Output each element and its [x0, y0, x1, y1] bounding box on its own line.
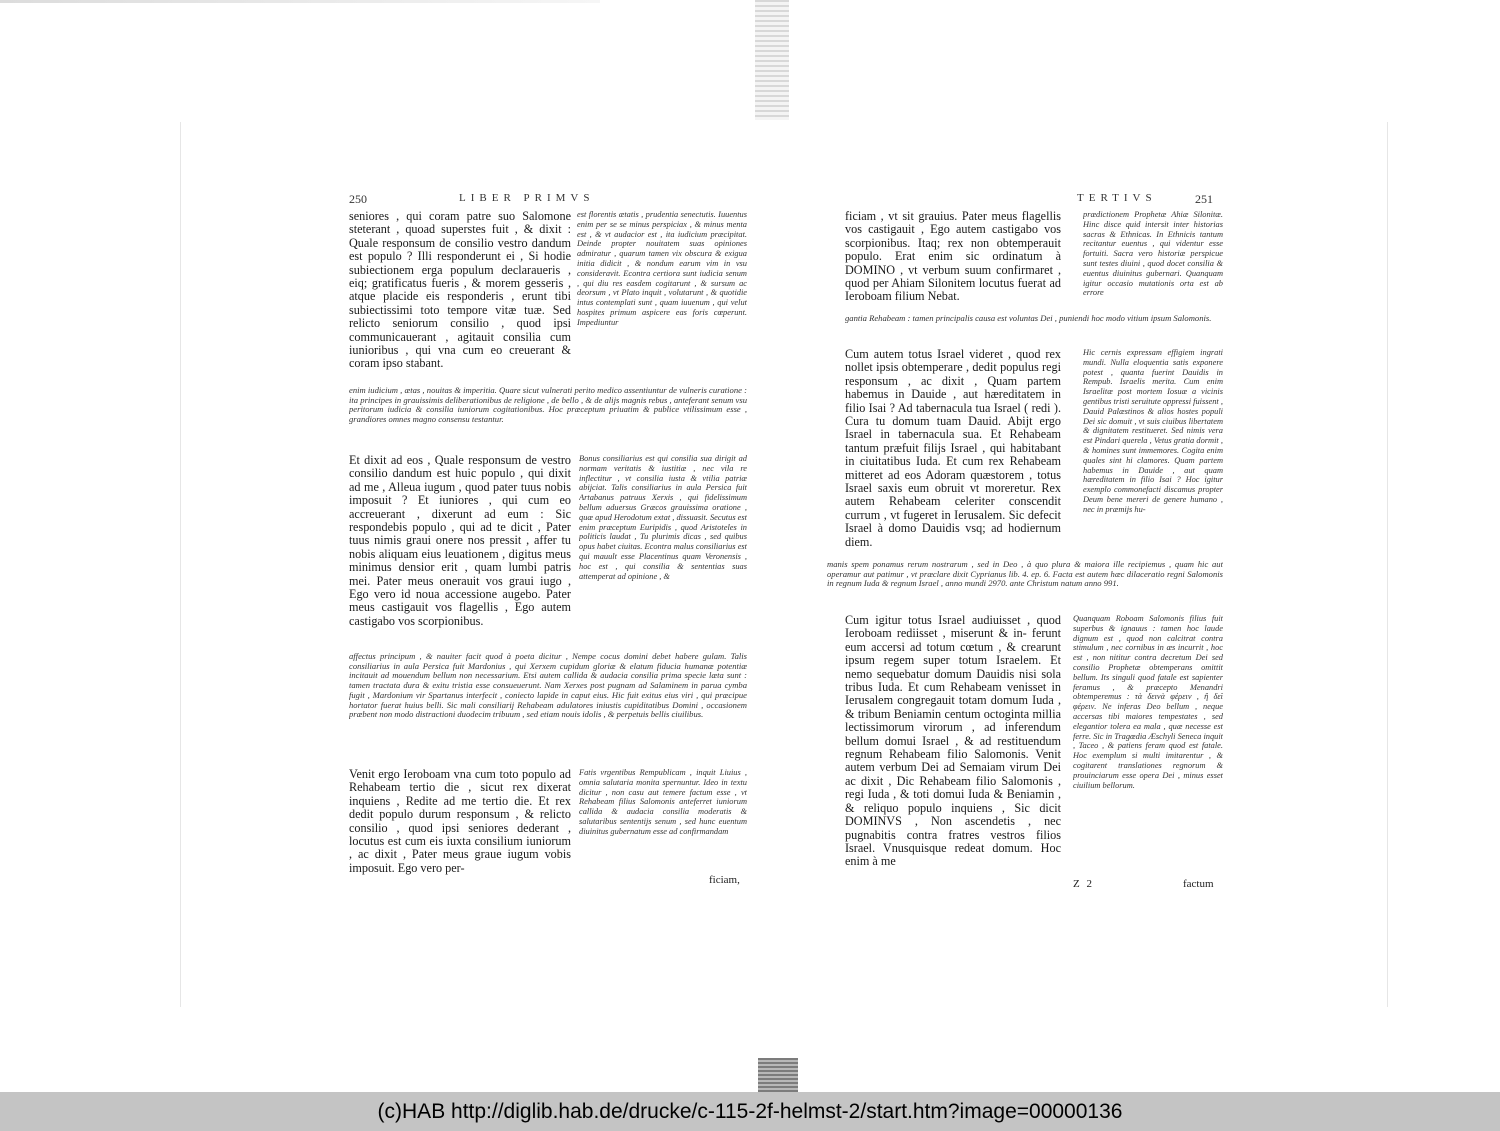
footnote-commentary: enim iudicium , ætas , nouitas & imperitia. Quare sicut vulnerati perito medico assentiuntur de vulneris curatione : ita principes in grauissimis deliberationibus de religione , de bello , & de alijs magnis rebus , anteferant senum vsu peritorum iudicia & consilia iuniorum cogitationibus. Hoc præceptum priuatim & publice vtilissimum esse , grandiores omnes magno consensu testantur.	[349, 386, 747, 425]
main-text-column: ficiam , vt sit grauius. Pater meus flagellis vos castigauit , Ego autem castigabo vos scorpionibus. Itaq; rex non obtemperauit populo. Erat enim sic ordinatum à DOMINO , vt verbum suum confirmaret , quod per Ahiam Silonitem locutus fuerat ad Ieroboam filium Nebat.	[845, 210, 1061, 304]
scan-gutter-bottom	[758, 1058, 798, 1092]
main-text-column: Cum autem totus Israel videret , quod rex nollet ipsis obtemperare , dedit populus regi responsum , ac dixit , Quam partem habemus in Dauide , aut hæreditatem in filio Isai ? Ad tabernacula tua Israel ( redi ). Cura tu domum tuam Dauid. Abijt ergo Israel in tabernacula sua. Et Rehabeam tantum præfuit filijs Israel , qui habitabant in ciuitatibus Iuda. Et cum rex Rehabeam mitteret ad eos Adoram quæstorem , totus Israel saxis eum obruit vt moreretur. Rex autem Rehabeam celeriter conscendit currum , vt fugeret in Ierusalem. Sic defecit Israel à domo Dauidis vsq; ad hodiernum diem.	[845, 348, 1061, 549]
marginal-commentary: Fatis vrgentibus Rempublicam , inquit Liuius , omnia salutaria monita spernuntur. Ideo in textu dicitur , non casu aut temere factum esse , vt Rehabeam filius Salomonis anteferret iuniorum callida & audacia consilia moderatis & salutaribus sententijs senum , sed hunc euentum diuinitus gubernatum esse ad confirmandam	[579, 768, 747, 836]
marginal-commentary: Quanquam Roboam Salomonis filius fuit superbus & ignauus : tamen hoc laude dignum est , quod non calcitrat contra stimulum , nec cornibus in æs incurrit , hoc est , non nititur contra decretum Dei sed consilio Prophetæ obtemperans omittit bellum. Its singuli quod fatale est sapienter feramus , & præcepto Menandri obtemperemus : τὰ δεινὰ φέρειν , ἢ δεῖ φέρειν. Ne inferas Deo bellum , neque accersas tibi maiores tempestates , sed elegantior tolera ea mala , quæ necesse est ferre. Sic in Tragœdia Æschyli Seneca inquit , Taceo , & patiens feram quod est fatale. Hoc exemplum si multi imitarentur , & cogitarent translationes regnorum & prouinciarum esse opera Dei , minus esset ciuilium bellorum.	[1073, 614, 1223, 790]
main-text-column: Cum igitur totus Israel audiuisset , quod Ieroboam rediisset , miserunt & in- ferunt eum accersi ad totum cœtum , & crearunt ipsum regem super totum Israelem. Et nemo sequebatur domum Dauidis nisi sola tribus Iuda. Et cum Rehabeam venisset in Ierusalem congregauit totam domum Iuda , & tribum Beniamin centum octoginta millia lectissimorum virorum , ad inferendum bellum domui Israel , & ad restituendum regnum Rehabeam filio Salomonis. Venit autem verbum Dei ad Semaiam virum Dei ac dixit , Dic Rehabeam filio Salomonis , regi Iuda , & toti domui Iuda & Beniamin , & reliquo populo inquiens , Sic dicit DOMINVS , Non ascendetis , nec pugnabitis contra fratres vestros filios Israel. Vnusquisque redeat domum. Hoc enim à me	[845, 614, 1061, 869]
footnote-commentary: manis spem ponamus rerum nostrarum , sed in Deo , à quo plura & maiora ille recipiemus , quam hic aut operamur aut patimur , vt præclare dixit Cyprianus lib. 4. ep. 6. Facta est autem hæc dilaceratio regni Salomonis in regnum Iuda & regnum Israel , anno mundi 2970. ante Christum natum anno 991.	[827, 560, 1223, 589]
catchword: ficiam,	[709, 874, 740, 886]
right-page	[797, 122, 1388, 1007]
running-head: TERTIVS	[1077, 192, 1157, 204]
signature-mark: Z 2	[1073, 878, 1094, 890]
main-text-column: Et dixit ad eos , Quale responsum de vestro consilio dandum est huic populo , qui dixit ad me , Alleua iugum , quod pater tuus nobis imposuit ? Et iuniores , qui cum eo accreuerant , dixerunt ad eum : Sic respondebis populo , qui ad te dicit , Pater tuus nimis graui onere nos pressit , affer tu nobis aliquam eius leuationem , digitus meus minimus densior erit , quam lumbi patris mei. Pater meus onerauit vos graui iugo , Ego vero id noua accessione augebo. Pater meus castigauit vos flagellis , Ego autem castigabo vos scorpionibus.	[349, 454, 571, 628]
marginal-commentary: Bonus consiliarius est qui consilia sua dirigit ad normam veritatis & iustitiæ , nec vila re inflectitur , vt consilia iusta & vtilia patriæ abijciat. Talis consiliarius in aula Persica fuit Artabanus patruus Xerxis , qui fidelissimum bellum aduersus Græcos grauissima oratione , quæ apud Herodotum extat , dissuasit. Secutus est enim præceptum Euripidis , quod Aristoteles in politicis laudat , Tu plurimis dicas , sed quibus opus habet ciuitas. Econtra malus consiliarius est qui mauult esse Placentinus quam Veronensis , hoc est , qui consilia & sententias suas attemperat ad opinione , &	[579, 454, 747, 581]
scan-top-edge	[0, 0, 600, 3]
footnote-commentary: gantia Rehabeam : tamen principalis causa est voluntas Dei , puniendi hoc modo vitium ipsum Salomonis.	[845, 314, 1212, 323]
main-text-column: seniores , qui coram patre suo Salomone steterant , quoad superstes fuit , & dixit : Quale responsum de consilio vestro dandum est populo ? Illi responderunt ei , Si hodie subiectionem erga populum declaraueris , eiq; gratificatus fueris , & morem gesseris , atque placide eis responderis , erunt tibi subiectissimi toto tempore vitæ tuæ. Sed relicto seniorum consilio , quod ipsi communicauerant , agitauit consilia cum iunioribus , qui vna cum eo creuerant & coram ipso stabant.	[349, 210, 571, 371]
catchword: factum	[1183, 878, 1214, 890]
page-number: 250	[349, 192, 367, 206]
copyright-bar	[0, 1092, 1500, 1131]
running-head: LIBER PRIMVS	[459, 192, 595, 204]
marginal-commentary: prædictionem Prophetæ Ahiæ Silonitæ. Hinc disce quid intersit inter historias sacras & Ethnicas. In Ethnicis tantum recitantur euentus , qui videntur esse fortuiti. Sacra vero historiæ perspicue sunt testes diuini , quod docet consilia & euentus diuinitus gubernari. Quanquam igitur occasio mutationis orta est ab errore	[1083, 210, 1223, 298]
marginal-commentary: Hic cernis expressam effigiem ingrati mundi. Nulla eloquentia satis exponere potest , quanta fuerint Dauidis in Rempub. Israelis merita. Cum enim Israelitæ post mortem Iosuæ a vicinis gentibus tristi seruitute oppressi fuissent , Dauid Palæstinos & alios hostes populi Dei sic domuit , vt suis ciuibus libertatem & dignitatem restitueret. Sed nimis vera est Pindari querela , Vetus gratia dormit , & homines sunt immemores. Cogita enim quales sint hi clamores. Quam partem habemus in Dauide , aut quam hæreditatem in filio Isai ? Hoc igitur exemplo commonefacti discamus propter Deum bene mereri de genere humano , nec in præmijs hu-	[1083, 348, 1223, 514]
main-text-column: Venit ergo Ieroboam vna cum toto populo ad Rehabeam tertio die , sicut rex dixerat inquiens , Redite ad me tertio die. Et rex dedit populo durum responsum , & relicto consilio , quod ipsi seniores dederant , locutus est cum eis iuxta consilium iuniorum , ac dixit , Pater meus graue iugum vobis imposuit. Ego vero per-	[349, 768, 571, 875]
left-page	[180, 122, 796, 1007]
page-number: 251	[1195, 192, 1213, 206]
scan-gutter-top	[755, 0, 789, 120]
marginal-commentary: est florentis ætatis , prudentia senectutis. Iuuentus enim per se se minus perspiciax , & minus menta est , & vt audacior est , ita iudicium præcipitat. Deinde propter nouitatem suas opiniones admiratur , quarum tamen vix obscura & exigua initia didicit , & nondum earum vim in vsu consideravit. Econtra certiora sunt iudicia senum , qui diu res easdem cogitarunt , & sursum ac deorsum , vt Plato inquit , volutarunt , & quotidie intus contemplati sunt , quam iuuenum , qui velut hospites primum aspicere eas foris cœperunt. Impediuntur	[577, 210, 747, 327]
copyright-text: (c)HAB http://diglib.hab.de/drucke/c-115-2f-helmst-2/start.htm?image=00000136	[377, 1099, 1123, 1123]
footnote-commentary: affectus principum , & nauiter facit quod à poeta dicitur , Nempe cocus domini debet habere gulam. Talis consiliarius in aula Persica fuit Mardonius , qui Xerxem cupidum gloriæ & elatum fiducia humanæ potentiæ incitauit ad mouendum bellum non necessarium. Etsi autem callida & audacia consilia prima specie læta sunt : tamen tractata dura & exitu tristia esse consueuerunt. Nam Xerxes post pugnam ad Salaminem in parua cymba fugit , Mardonium vir Spartanus interfecit , coniecto lapide in caput eius. Hic fuit exitus eius viri , qui præcipue hortator fuerat huius belli. Sic mali consiliarij Rehabeam adulatores iniustis cupiditatibus Domini , occasionem præbent non modo distractioni duodecim tribuum , sed etiam nouis idolis , & perpetuis bellis ciuilibus.	[349, 652, 747, 720]
